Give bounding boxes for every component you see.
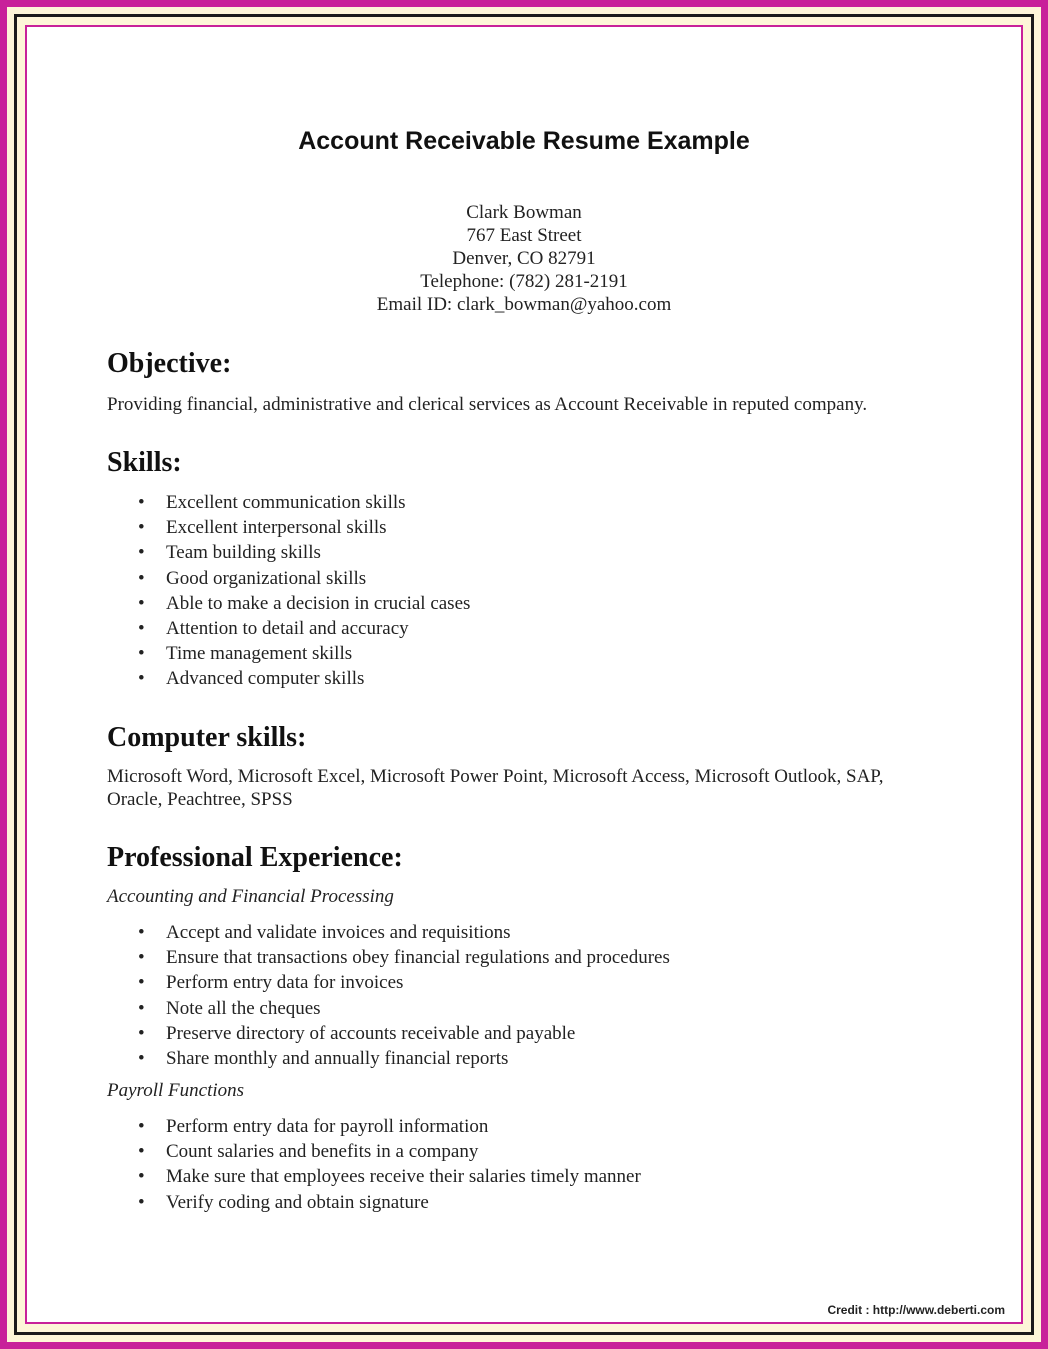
list-item: • Share monthly and annually financial reports	[138, 1047, 509, 1069]
contact-block	[0, 201, 1048, 316]
accounting-duties-list	[138, 920, 670, 1071]
experience-heading: Professional Experience:	[107, 842, 403, 873]
contact-name: Clark Bowman	[466, 202, 582, 223]
payroll-duties-list	[138, 1114, 641, 1215]
list-item: • Verify coding and obtain signature	[138, 1191, 429, 1213]
list-item: • Good organizational skills	[138, 567, 367, 589]
objective-heading: Objective:	[107, 348, 232, 379]
list-item: • Ensure that transactions obey financial regulations and procedures	[138, 947, 670, 969]
computer-skills-text: Microsoft Word, Microsoft Excel, Microsoft Power Point, Microsoft Access, Microsoft Outlook, SAP, Oracle, Peachtree, SPSS	[107, 766, 884, 810]
list-item: • Time management skills	[138, 643, 353, 665]
contact-telephone: Telephone: (782) 281-2191	[420, 271, 628, 292]
list-item: • Count salaries and benefits in a company	[138, 1141, 479, 1163]
document-title: Account Receivable Resume Example	[298, 127, 750, 155]
contact-email: Email ID: clark_bowman@yahoo.com	[376, 294, 672, 315]
list-item: • Perform entry data for invoices	[138, 972, 404, 994]
contact-city: Denver, CO 82791	[452, 248, 596, 269]
list-item: • Perform entry data for payroll information	[138, 1116, 489, 1137]
experience-group-title: Payroll Functions	[107, 1080, 245, 1101]
credit-text: Credit : http://www.deberti.com	[827, 1303, 1005, 1317]
experience-group-title: Accounting and Financial Processing	[107, 886, 394, 907]
list-item: • Make sure that employees receive their salaries timely manner	[138, 1166, 641, 1188]
list-item: • Note all the cheques	[138, 997, 321, 1019]
list-item: • Able to make a decision in crucial cases	[138, 592, 471, 614]
computer-skills-heading: Computer skills:	[107, 722, 307, 753]
objective-text: Providing financial, administrative and clerical services as Account Receivable in reputed company.	[107, 394, 868, 415]
list-item: • Advanced computer skills	[138, 668, 365, 690]
list-item: • Team building skills	[138, 542, 321, 564]
list-item: • Accept and validate invoices and requisitions	[138, 922, 511, 943]
list-item: • Attention to detail and accuracy	[138, 617, 409, 639]
list-item: • Excellent interpersonal skills	[138, 517, 387, 539]
skills-list	[138, 490, 470, 692]
list-item: • Excellent communication skills	[138, 492, 406, 513]
list-item: • Preserve directory of accounts receivable and payable	[138, 1022, 576, 1044]
skills-heading: Skills:	[107, 447, 182, 478]
contact-street: 767 East Street	[466, 225, 582, 246]
